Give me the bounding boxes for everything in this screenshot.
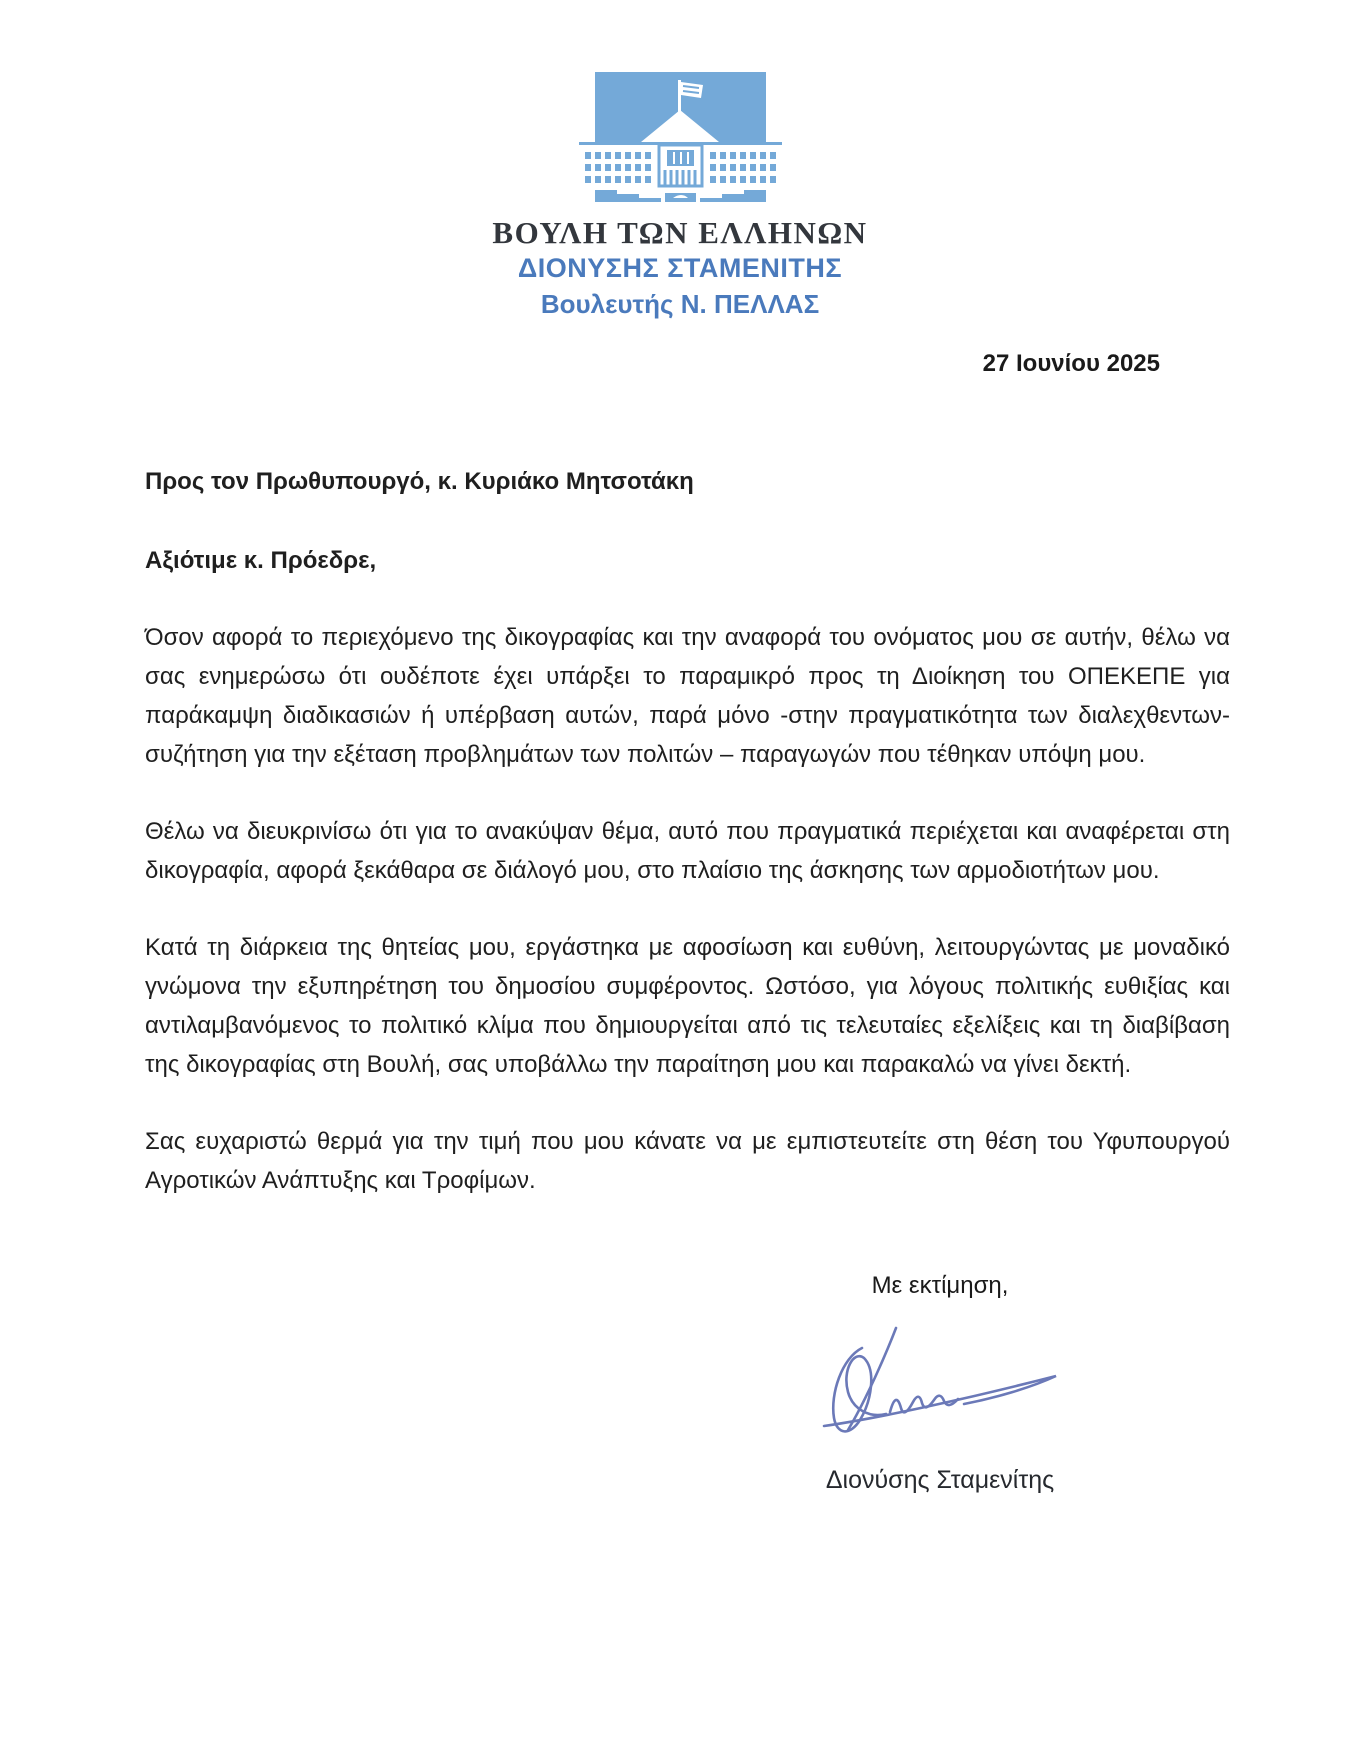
handwritten-signature <box>770 1314 1110 1464</box>
paragraph-3: Κατά τη διάρκεια της θητείας μου, εργάστηκα με αφοσίωση και ευθύνη, λειτουργώντας με μοναδικό γνώμονα την εξυπηρέτηση του δημοσίου συμφέροντος. Ωστόσο, για λόγους πολιτικής ευθιξίας και αντιλαμβανόμενος το πολιτικό κλίμα που δημιουργείται από τις τελευταίες εξελίξεις και τη διαβίβαση της δικογραφίας στη Βουλή, σας υποβάλλω την παραίτηση μου και παρακαλώ να γίνει δεκτή. <box>145 934 1230 1078</box>
paragraph-2: Θέλω να διευκρινίσω ότι για το ανακύψαν θέμα, αυτό που πραγματικά περιέχεται και αναφέρεται στη δικογραφία, αφορά ξεκάθαρα σε διάλογό μου, στο πλαίσιο της άσκησης των αρμοδιοτήτων μου. <box>145 818 1230 884</box>
paragraph-4: Σας ευχαριστώ θερμά για την τιμή που μου κάνατε να με εμπιστευτείτε στη θέση του Υφυπουργού Αγροτικών Ανάπτυξης και Τροφίμων. <box>145 1128 1230 1194</box>
signer-name: Διονύσης Σταμενίτης <box>825 1466 1055 1494</box>
member-name: ΔΙΟΝΥΣΗΣ ΣΤΑΜΕΝΙΤΗΣ <box>517 253 843 283</box>
closing-salutation: Με εκτίμηση, <box>871 1272 1009 1299</box>
greek-parliament-building-icon <box>573 72 788 202</box>
member-constituency: Βουλευτής Ν. ΠΕΛΛΑΣ <box>540 289 820 319</box>
letter-body <box>0 462 1360 1200</box>
letter-date: 27 Ιουνίου 2025 <box>982 350 1160 377</box>
parliament-title: ΒΟΥΛΗ ΤΩΝ ΕΛΛΗΝΩΝ <box>492 215 868 250</box>
salutation-line: Αξιότιμε κ. Πρόεδρε, <box>145 547 377 574</box>
recipient-line: Προς τον Πρωθυπουργό, κ. Κυριάκο Μητσοτάκη <box>145 468 694 495</box>
closing-block <box>770 1272 1110 1495</box>
handwritten-signature-icon <box>790 1314 1090 1459</box>
paragraph-1: Όσον αφορά το περιεχόμενο της δικογραφίας και την αναφορά του ονόματος μου σε αυτήν, θέλω να σας ενημερώσω ότι ουδέποτε έχει υπάρξει το παραμικρό προς τη Διοίκηση του ΟΠΕΚΕΠΕ για παράκαμψη διαδικασιών ή υπέρβαση αυτών, παρά μόνο -στην πραγματικότητα των διαλεχθεντων- συζήτηση για την εξέταση προβλημάτων των πολιτών – παραγωγών που τέθηκαν υπόψη μου. <box>145 624 1230 768</box>
letterhead <box>0 0 1360 320</box>
greek-parliament-logo <box>573 72 788 202</box>
